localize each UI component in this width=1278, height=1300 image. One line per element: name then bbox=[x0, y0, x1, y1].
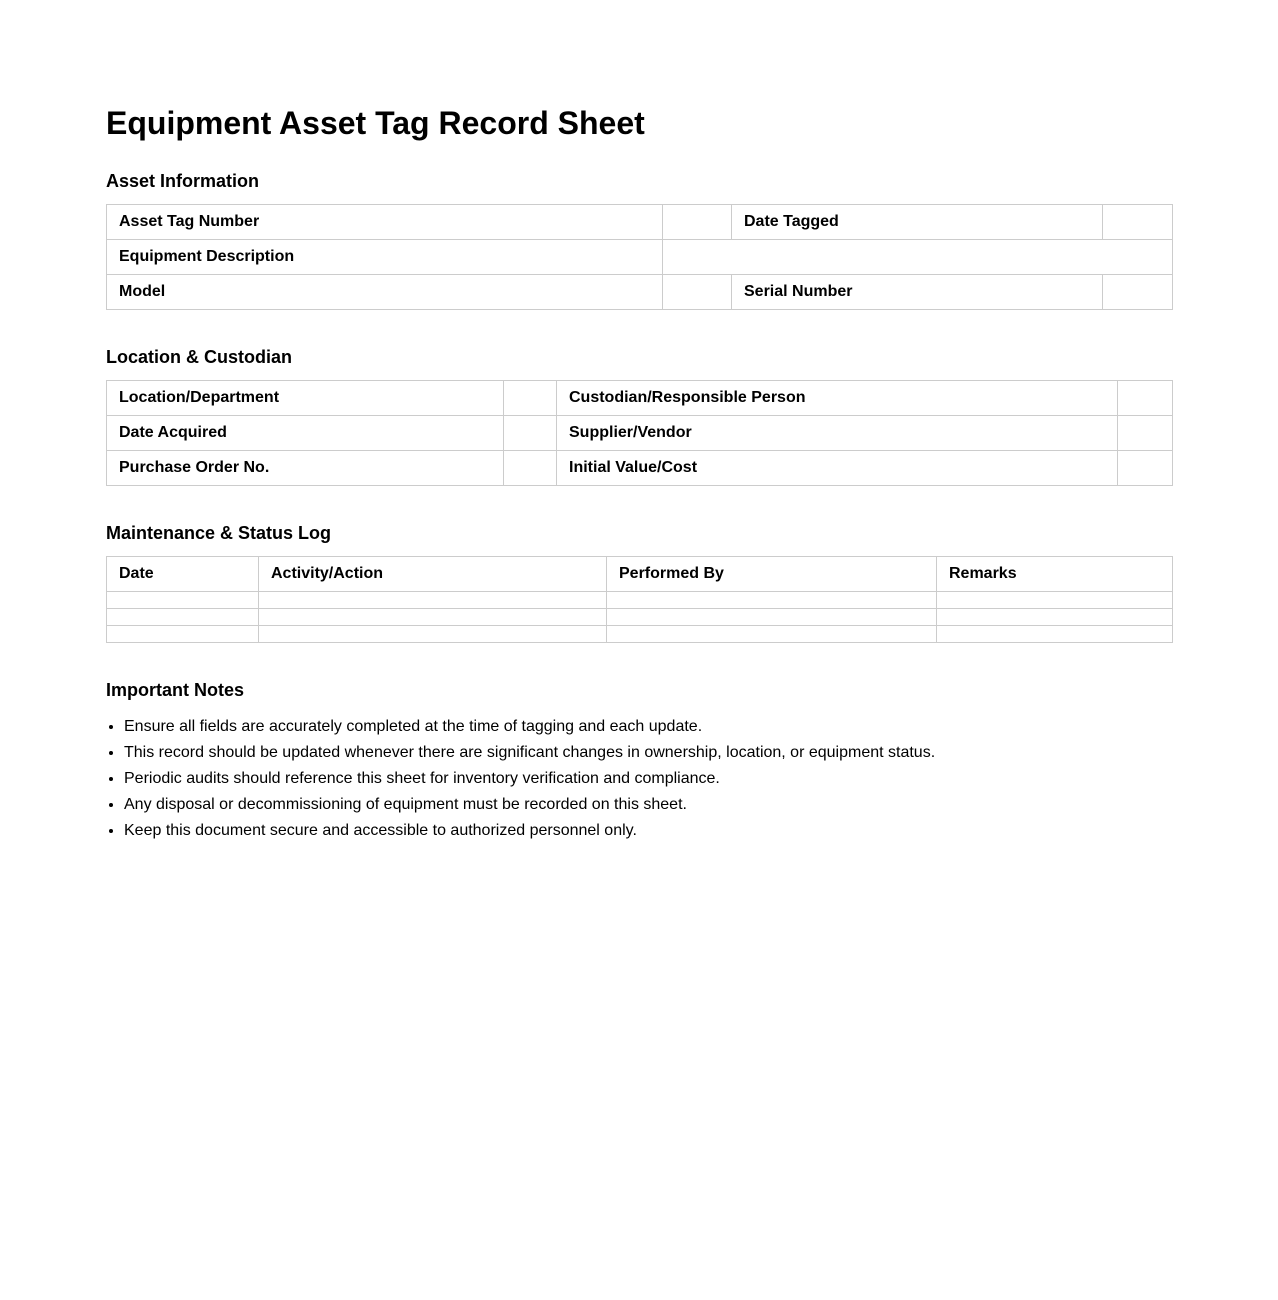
supplier-label: Supplier/Vendor bbox=[557, 416, 1118, 451]
model-field[interactable] bbox=[663, 275, 732, 310]
serial-number-field[interactable] bbox=[1103, 275, 1173, 310]
purchase-order-label: Purchase Order No. bbox=[107, 451, 504, 486]
column-header-activity: Activity/Action bbox=[259, 557, 607, 592]
table-row bbox=[107, 451, 1173, 486]
location-field[interactable] bbox=[504, 381, 557, 416]
important-notes-heading: Important Notes bbox=[106, 680, 245, 700]
asset-information-table bbox=[106, 204, 1173, 310]
list-item: • Periodic audits should reference this sheet for inventory verification and compliance. bbox=[124, 766, 935, 792]
equipment-description-field[interactable] bbox=[663, 240, 1173, 275]
table-row bbox=[107, 381, 1173, 416]
list-item: • Any disposal or decommissioning of equipment must be recorded on this sheet. bbox=[124, 792, 935, 818]
important-notes-list bbox=[106, 714, 935, 844]
location-label: Location/Department bbox=[107, 381, 504, 416]
log-activity-cell[interactable] bbox=[259, 609, 607, 626]
date-tagged-label: Date Tagged bbox=[732, 205, 1103, 240]
location-custodian-table bbox=[106, 380, 1173, 486]
table-row bbox=[107, 609, 1173, 626]
asset-tag-label: Asset Tag Number bbox=[107, 205, 663, 240]
table-row bbox=[107, 592, 1173, 609]
log-remarks-cell[interactable] bbox=[937, 609, 1173, 626]
list-item: • Keep this document secure and accessible to authorized personnel only. bbox=[124, 818, 935, 844]
column-header-remarks: Remarks bbox=[937, 557, 1173, 592]
list-item: • This record should be updated whenever there are significant changes in ownership, location, or equipment status. bbox=[124, 740, 935, 766]
table-row bbox=[107, 205, 1173, 240]
log-remarks-cell[interactable] bbox=[937, 592, 1173, 609]
serial-number-label: Serial Number bbox=[732, 275, 1103, 310]
page-title: Equipment Asset Tag Record Sheet bbox=[106, 105, 645, 141]
asset-information-heading: Asset Information bbox=[106, 171, 260, 191]
table-row bbox=[107, 416, 1173, 451]
table-row bbox=[107, 275, 1173, 310]
initial-value-field[interactable] bbox=[1118, 451, 1173, 486]
date-tagged-field[interactable] bbox=[1103, 205, 1173, 240]
table-header-row bbox=[107, 557, 1173, 592]
log-activity-cell[interactable] bbox=[259, 626, 607, 643]
column-header-performed-by: Performed By bbox=[607, 557, 937, 592]
purchase-order-field[interactable] bbox=[504, 451, 557, 486]
log-performed-by-cell[interactable] bbox=[607, 626, 937, 643]
log-remarks-cell[interactable] bbox=[937, 626, 1173, 643]
log-performed-by-cell[interactable] bbox=[607, 609, 937, 626]
asset-tag-field[interactable] bbox=[663, 205, 732, 240]
log-date-cell[interactable] bbox=[107, 609, 259, 626]
maintenance-log-table bbox=[106, 556, 1173, 643]
table-row bbox=[107, 240, 1173, 275]
table-row bbox=[107, 626, 1173, 643]
equipment-description-label: Equipment Description bbox=[107, 240, 663, 275]
location-custodian-heading: Location & Custodian bbox=[106, 347, 292, 367]
initial-value-label: Initial Value/Cost bbox=[557, 451, 1118, 486]
supplier-field[interactable] bbox=[1118, 416, 1173, 451]
column-header-date: Date bbox=[107, 557, 259, 592]
maintenance-log-heading: Maintenance & Status Log bbox=[106, 523, 332, 543]
log-activity-cell[interactable] bbox=[259, 592, 607, 609]
model-label: Model bbox=[107, 275, 663, 310]
log-date-cell[interactable] bbox=[107, 592, 259, 609]
custodian-field[interactable] bbox=[1118, 381, 1173, 416]
log-date-cell[interactable] bbox=[107, 626, 259, 643]
custodian-label: Custodian/Responsible Person bbox=[557, 381, 1118, 416]
log-performed-by-cell[interactable] bbox=[607, 592, 937, 609]
list-item: • Ensure all fields are accurately completed at the time of tagging and each update. bbox=[124, 714, 935, 740]
date-acquired-field[interactable] bbox=[504, 416, 557, 451]
date-acquired-label: Date Acquired bbox=[107, 416, 504, 451]
